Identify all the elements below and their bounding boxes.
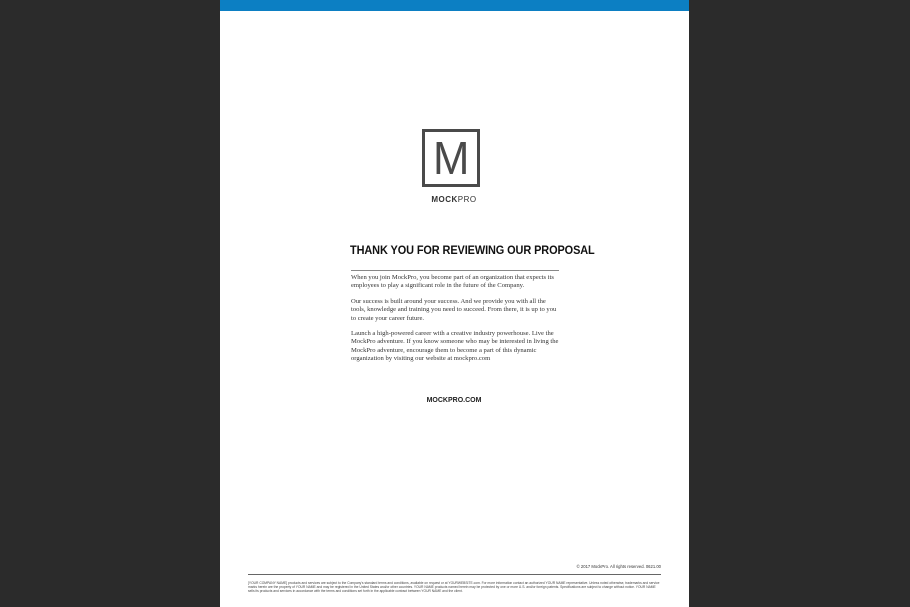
copyright-notice: © 2017 MockPro. All rights reserved. 0621.00 [576, 564, 661, 569]
page-title: THANK YOU FOR REVIEWING OUR PROPOSAL [350, 245, 595, 257]
legal-fineprint: [YOUR COMPANY NAME] products and services are subject to the Company's standard terms and conditions, available on request or at YOURWEBSITE.com. For more information contact an authorized YOUR NAME representative. Unless noted otherwise, trademarks and service marks herein are the property of YOUR NAME and may be registered in the United States and/or other countries. YOUR NAME products named herein may be protected by one or more U.S. and/or foreign patents. Specifications are subject to change without notice. YOUR NAME sells its products and services in accordance with the terms and conditions set forth in the applicable contract between YOUR NAME and the client. [248, 581, 660, 594]
logo-wordmark [422, 195, 486, 204]
logo-word-bold: MOCK [431, 195, 458, 204]
website-link[interactable]: MOCKPRO.COM [426, 397, 482, 404]
footer-divider [248, 574, 661, 575]
body-paragraph-2: Our success is built around your success. And we provide you with all the tools, knowledge and training you need to succeed. From there, it is up to you to create your career future. [351, 298, 557, 322]
document-page [220, 0, 689, 607]
body-paragraph-1: When you join MockPro, you become part of an organization that expects its employees to play a significant role in the future of the Company. [351, 274, 554, 290]
title-divider [351, 270, 559, 271]
logo-word-light: PRO [457, 195, 477, 204]
logo-mark [422, 129, 480, 187]
header-bar [220, 0, 689, 11]
body-paragraph-3: Launch a high-powered career with a creative industry powerhouse. Live the MockPro adventure. If you know someone who may be interested in living the MockPro adventure, encourage them to become a part of this dynamic organization by visiting our website at mockpro.com [351, 330, 559, 362]
logo-letter: M [432, 132, 470, 184]
